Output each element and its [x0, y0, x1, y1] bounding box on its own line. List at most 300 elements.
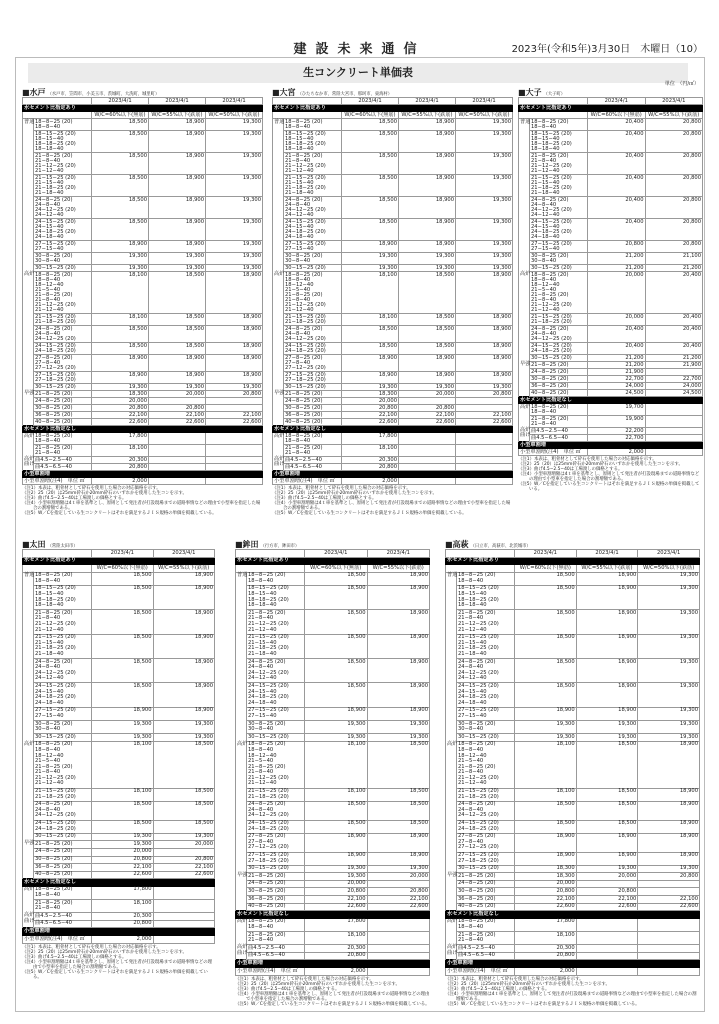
- table-row: [236, 788, 430, 801]
- price-cell: 20,800: [515, 888, 577, 896]
- price-cell: 18,900: [456, 343, 513, 355]
- mix-spec: 40−8−25 (20): [34, 871, 92, 879]
- table-row: [519, 355, 703, 362]
- price-cell: 18,500: [153, 801, 215, 820]
- price-cell: 17,800: [92, 433, 149, 445]
- price-cell: 19,300: [153, 833, 215, 841]
- table-row: [446, 932, 700, 945]
- mix-spec: 21−8−25 (20) 21−8−40: [284, 445, 342, 457]
- price-cell: 18,900: [638, 852, 700, 865]
- price-cell: 18,100: [92, 900, 154, 913]
- mix-spec: 18−8−25 (20) 18−8−40: [457, 572, 515, 585]
- table-row: [273, 391, 513, 398]
- mix-spec: 27−8−25 (20) 27−8−40 27−12−25 (20): [457, 833, 515, 852]
- table-row: [23, 820, 215, 833]
- table-row: [23, 856, 215, 864]
- price-cell: 20,000: [515, 880, 577, 888]
- note: （注3）曲げ4.5−2.5−40は工場渡しの価格とする。: [22, 954, 127, 960]
- mix-spec: 24−8−25 (20) 24−8−40 24−12−25 (20): [284, 326, 342, 343]
- section-bar: [236, 911, 430, 919]
- price-cell: 20,400: [588, 153, 646, 175]
- region-areas: （大子町）: [543, 92, 566, 97]
- price-cell: 20,400: [588, 326, 646, 343]
- price-cell: 19,300: [638, 721, 700, 734]
- table-row: [519, 383, 703, 390]
- cement-type: 早強: [236, 873, 247, 911]
- price-cell: 18,500: [153, 741, 215, 788]
- price-cell: 18,500: [515, 634, 577, 658]
- table-row: [23, 343, 263, 355]
- mix-spec: 18−15−25 (20) 18−15−40 18−18−25 (20) 18−18−40: [247, 585, 305, 609]
- price-cell: 18,100: [515, 788, 577, 801]
- price-cell: 22,100: [305, 896, 368, 904]
- price-cell: 18,500: [399, 272, 456, 314]
- table-row: [519, 175, 703, 197]
- region-table: [22, 540, 215, 980]
- price-cell: 2,000: [92, 936, 154, 944]
- price-cell: 20,400: [588, 119, 646, 131]
- price-cell: 18,900: [92, 355, 149, 372]
- mix-spec: 18−15−25 (20) 18−15−40 18−18−25 (20) 18−18−40: [530, 131, 588, 153]
- price-cell: 20,400: [588, 131, 646, 153]
- mix-spec: 36−8−25 (20): [247, 896, 305, 904]
- mix-spec: 40−8−25 (20): [247, 903, 305, 911]
- price-cell: 20,000: [305, 880, 368, 888]
- wc-header: W/C=55%以下(鉄筋): [153, 565, 215, 573]
- section-bar: [446, 960, 700, 968]
- mix-spec: 30−15−25 (20): [530, 355, 588, 362]
- mix-spec: 24−15−25 (20) 24−15−40 24−18−25 (20) 24−18−40: [247, 683, 305, 707]
- region-name: ■大子: [518, 88, 542, 97]
- table-row: [273, 119, 513, 131]
- mix-spec: 24−8−25 (20): [247, 880, 305, 888]
- blank-cell: [576, 968, 638, 976]
- price-cell: 20,400: [645, 314, 703, 326]
- mix-spec: 30−8−25 (20): [247, 888, 305, 896]
- table-row: [23, 419, 263, 426]
- price-cell: 22,600: [399, 419, 456, 426]
- region-table: [272, 88, 513, 516]
- cement-type: 普通: [23, 572, 34, 741]
- price-cell: 22,700: [645, 376, 703, 383]
- section-label: 小型車割増: [23, 928, 215, 936]
- price-cell: 18,500: [92, 219, 149, 241]
- table-row: [519, 241, 703, 253]
- note: （注5）W／Cを指定している生コンクリートはそれを満足するＪＩＳ規格の単価を掲載している。: [22, 969, 208, 980]
- price-cell: 20,800: [515, 952, 577, 960]
- table-row: [273, 384, 513, 391]
- price-cell: 18,900: [399, 372, 456, 384]
- small-truck-label: 小型車割増(注4) 単位 ㎥: [23, 478, 92, 485]
- price-cell: 18,500: [342, 153, 399, 175]
- note: （注2）25（20）は25mm砕石か20mm砕石のいずれかを使用した生コンを示す。: [22, 491, 187, 496]
- table-row: [236, 952, 430, 960]
- table-row: [23, 572, 215, 585]
- price-cell: 22,700: [588, 376, 646, 383]
- price-cell: 19,300: [456, 175, 513, 197]
- price-cell: 19,300: [206, 241, 263, 253]
- blank-cell: [206, 478, 263, 485]
- cement-type: 高炉 曲げ: [273, 457, 284, 471]
- table-row: [446, 833, 700, 852]
- price-cell: 19,300: [92, 734, 154, 742]
- mix-spec: 36−8−25 (20): [34, 864, 92, 872]
- price-cell: 21,200: [588, 355, 646, 362]
- price-cell: 18,300: [342, 391, 399, 398]
- table-row: [236, 888, 430, 896]
- wc-row: [23, 565, 215, 573]
- price-cell: 22,600: [342, 419, 399, 426]
- price-cell: 18,900: [399, 219, 456, 241]
- table-row: [446, 683, 700, 707]
- price-table: [272, 97, 513, 485]
- small-truck-label: 小型車割増(注4) 単位 ㎥: [519, 449, 588, 456]
- price-cell: 18,900: [305, 833, 368, 852]
- region-title: [22, 540, 215, 549]
- price-cell: 18,100: [305, 741, 368, 788]
- table-row: [23, 886, 215, 899]
- table-row: [236, 610, 430, 634]
- note: （注1）本表は、粗骨材として砕石を使用した場合の対応価格を示す。: [518, 457, 657, 462]
- mix-spec: 21−15−25 (20) 21−15−40 21−18−25 (20) 21−18−40: [457, 634, 515, 658]
- price-cell: 18,500: [305, 634, 368, 658]
- table-row: [236, 896, 430, 904]
- mix-spec: 24−15−25 (20) 24−18−25 (20): [530, 343, 588, 355]
- table-row: [273, 197, 513, 219]
- date-header: 2023/4/1: [576, 550, 638, 558]
- price-cell: 18,900: [342, 372, 399, 384]
- price-cell: 18,900: [149, 175, 206, 197]
- mix-spec: 18−8−25 (20) 18−8−40 18−12−40 21−5−40 21−8−25 (20) 21−8−40 21−12−25 (20) 21−12−40: [247, 741, 305, 788]
- mix-spec: 18−8−25 (20) 18−8−40: [284, 119, 342, 131]
- price-cell: 20,800: [645, 241, 703, 253]
- price-cell: 18,500: [576, 820, 638, 833]
- price-cell: 18,500: [92, 634, 154, 658]
- blank-cell: [273, 112, 342, 119]
- price-cell: 18,900: [92, 241, 149, 253]
- table-row: [23, 848, 215, 856]
- price-cell: 18,500: [342, 131, 399, 153]
- price-cell: [367, 880, 430, 888]
- price-cell: 19,300: [456, 265, 513, 272]
- price-cell: 22,600: [576, 903, 638, 911]
- price-cell: 22,100: [399, 412, 456, 419]
- price-cell: 22,600: [305, 903, 368, 911]
- section-bar: [23, 426, 263, 433]
- notes: [518, 457, 703, 492]
- mix-spec: 24−8−25 (20) 24−8−40 24−12−25 (20): [34, 801, 92, 820]
- table-row: [519, 326, 703, 343]
- table-row: [519, 131, 703, 153]
- note: （注5）W／Cを指定している生コンクリートはそれを満足するＪＩＳ規格の単価を掲載している。: [235, 1001, 430, 1007]
- price-cell: 20,800: [645, 175, 703, 197]
- table-row: [446, 585, 700, 609]
- wc-header: W/C=55%以下(鉄筋): [149, 112, 206, 119]
- price-cell: 18,100: [515, 932, 577, 945]
- price-cell: 18,500: [305, 683, 368, 707]
- mix-spec: 18−8−25 (20) 18−8−40: [34, 886, 92, 899]
- price-cell: 18,900: [367, 659, 430, 683]
- section-bar: [273, 471, 513, 478]
- price-cell: 18,500: [367, 801, 430, 820]
- price-cell: [149, 464, 206, 471]
- note: （注2）25（20）は25mm砕石か20mm砕石のいずれかを使用した生コンを示す。: [445, 981, 610, 987]
- table-row: [446, 741, 700, 788]
- price-table: [235, 549, 430, 976]
- table-row: [23, 900, 215, 913]
- price-cell: [206, 398, 263, 405]
- mix-spec: 曲4.5−2.5−40: [284, 457, 342, 464]
- price-cell: 18,500: [92, 153, 149, 175]
- mix-spec: 18−8−25 (20) 18−8−40: [530, 404, 588, 416]
- mix-spec: 21−8−25 (20) 21−8−40: [457, 932, 515, 945]
- mix-spec: 30−15−25 (20): [457, 865, 515, 873]
- table-row: [273, 398, 513, 405]
- note: （注3）曲げ4.5−2.5−40は工場渡しの価格とする。: [445, 986, 550, 992]
- table-row: [446, 918, 700, 931]
- price-cell: 18,500: [92, 610, 154, 634]
- price-cell: 20,800: [149, 405, 206, 412]
- price-cell: 19,300: [456, 384, 513, 391]
- price-cell: 22,100: [342, 412, 399, 419]
- price-cell: 20,800: [342, 464, 399, 471]
- mix-spec: 30−15−25 (20): [34, 265, 92, 272]
- price-cell: [149, 433, 206, 445]
- price-cell: 20,800: [342, 405, 399, 412]
- table-row: [273, 153, 513, 175]
- price-cell: 18,500: [305, 801, 368, 820]
- price-cell: 18,500: [576, 788, 638, 801]
- section-label: 水セメント比指定あり: [446, 557, 700, 565]
- price-cell: [456, 464, 513, 471]
- price-cell: 19,300: [515, 734, 577, 742]
- price-cell: 18,900: [153, 707, 215, 720]
- price-cell: 2,000: [515, 968, 577, 976]
- date-header: 2023/4/1: [645, 98, 703, 105]
- mix-spec: 21−8−25 (20) 21−8−40 21−12−25 (20) 21−12−40: [34, 153, 92, 175]
- mix-spec: 40−8−25 (20): [34, 419, 92, 426]
- wc-row: [23, 112, 263, 119]
- price-cell: 18,500: [342, 343, 399, 355]
- table-row: [273, 464, 513, 471]
- mix-spec: 30−15−25 (20): [247, 865, 305, 873]
- mix-spec: 36−8−25 (20): [530, 383, 588, 390]
- price-cell: 20,000: [153, 841, 215, 849]
- price-cell: 22,100: [638, 896, 700, 904]
- price-cell: 18,500: [149, 272, 206, 314]
- mix-spec: 30−8−25 (20) 30−8−40: [34, 721, 92, 734]
- table-row: [23, 119, 263, 131]
- mix-spec: 21−15−25 (20) 21−18−25 (20): [284, 314, 342, 326]
- table-row: [273, 445, 513, 457]
- section-label: 小型車割増: [273, 471, 513, 478]
- cement-type: 高炉: [273, 272, 284, 391]
- note: （注4）小型車割増額は4ｔ車を基準とし、原則として発注者が打設現場までの道路事情などの理由で小型車を指定した場合の割増額である。: [22, 501, 261, 511]
- price-cell: 18,500: [342, 119, 399, 131]
- mix-spec: 27−15−25 (20) 27−18−25 (20): [34, 372, 92, 384]
- price-cell: 18,900: [153, 683, 215, 707]
- date-row: [446, 550, 700, 558]
- price-cell: 20,000: [92, 398, 149, 405]
- price-cell: 20,400: [645, 343, 703, 355]
- table-row: [446, 968, 700, 976]
- wc-header: W/C=55%以下(鉄筋): [367, 565, 430, 573]
- note: （注1）本表は、粗骨材として砕石を使用した場合の対応価格を示す。: [22, 486, 161, 491]
- blank-cell: [645, 449, 703, 456]
- blank-cell: [273, 98, 342, 105]
- blank-cell: [153, 936, 215, 944]
- mix-spec: 30−8−25 (20): [34, 405, 92, 412]
- price-cell: 19,300: [153, 721, 215, 734]
- note: （注3）曲げ4.5−2.5−40は工場渡しの価格とする。: [22, 496, 127, 501]
- price-cell: 20,800: [92, 856, 154, 864]
- blank-cell: [367, 968, 430, 976]
- wc-header: W/C=60%以下(無筋): [515, 565, 577, 573]
- price-cell: 19,300: [576, 734, 638, 742]
- price-cell: 18,500: [153, 788, 215, 801]
- table-row: [23, 610, 215, 634]
- table-row: [23, 175, 263, 197]
- date-header: 2023/4/1: [456, 98, 513, 105]
- table-row: [519, 314, 703, 326]
- table-row: [23, 326, 263, 343]
- price-cell: 22,100: [153, 864, 215, 872]
- mix-spec: 24−15−25 (20) 24−15−40 24−18−25 (20) 24−18−40: [34, 683, 92, 707]
- price-cell: 18,500: [92, 197, 149, 219]
- cement-type: 高炉 曲げ: [23, 913, 34, 928]
- price-cell: 22,600: [367, 903, 430, 911]
- mix-spec: 21−15−25 (20) 21−18−25 (20): [34, 788, 92, 801]
- price-cell: 19,300: [342, 253, 399, 265]
- price-cell: 18,900: [149, 355, 206, 372]
- price-cell: [399, 433, 456, 445]
- table-row: [446, 801, 700, 820]
- table-row: [519, 272, 703, 314]
- price-cell: 18,100: [515, 741, 577, 788]
- table-row: [446, 852, 700, 865]
- table-row: [236, 801, 430, 820]
- mix-spec: 27−15−25 (20) 27−15−40: [284, 241, 342, 253]
- price-cell: 17,800: [342, 433, 399, 445]
- mix-spec: 24−8−25 (20) 24−8−40 24−12−25 (20) 24−12−40: [457, 659, 515, 683]
- mix-spec: 21−8−25 (20) 21−8−40: [34, 445, 92, 457]
- price-cell: 2,000: [305, 968, 368, 976]
- section-label: 水セメント比指定なし: [446, 911, 700, 919]
- price-cell: 18,500: [92, 801, 154, 820]
- price-cell: [206, 405, 263, 412]
- date-header: 2023/4/1: [206, 98, 263, 105]
- price-cell: [153, 848, 215, 856]
- price-cell: 18,900: [399, 241, 456, 253]
- table-row: [23, 355, 263, 372]
- price-cell: 19,300: [206, 253, 263, 265]
- price-cell: 18,500: [399, 314, 456, 326]
- price-cell: 18,900: [399, 131, 456, 153]
- table-row: [236, 852, 430, 865]
- table-row: [519, 343, 703, 355]
- mix-spec: 30−8−25 (20): [34, 856, 92, 864]
- region-name: ■鉾田: [235, 540, 259, 549]
- price-cell: 19,300: [92, 721, 154, 734]
- price-cell: 18,900: [206, 372, 263, 384]
- date-row: [23, 98, 263, 105]
- price-cell: 20,800: [576, 888, 638, 896]
- region-title: [518, 88, 703, 97]
- price-cell: 18,900: [367, 707, 430, 720]
- cement-type: 高炉 曲げ: [519, 428, 530, 442]
- cement-type: 早強: [23, 841, 34, 879]
- region-name: ■大宮: [272, 88, 296, 97]
- wc-header: W/C=55%以下(鉄筋): [645, 112, 703, 119]
- mix-spec: 18−8−25 (20) 18−8−40 18−12−40 21−5−40 21−8−25 (20) 21−8−40 21−12−25 (20) 21−12−40: [457, 741, 515, 788]
- mix-spec: 24−8−25 (20) 24−8−40 24−12−25 (20): [34, 326, 92, 343]
- price-cell: 18,900: [92, 707, 154, 720]
- price-cell: [153, 900, 215, 913]
- table-row: [236, 833, 430, 852]
- price-cell: 19,300: [305, 873, 368, 881]
- price-cell: [367, 945, 430, 953]
- table-row: [23, 864, 215, 872]
- table-row: [446, 865, 700, 873]
- price-cell: 19,300: [515, 721, 577, 734]
- mix-spec: 18−8−25 (20) 18−8−40: [34, 433, 92, 445]
- price-cell: 18,900: [153, 659, 215, 683]
- price-cell: [149, 457, 206, 464]
- table-row: [23, 478, 263, 485]
- blank-cell: [456, 478, 513, 485]
- price-cell: 19,300: [638, 659, 700, 683]
- price-cell: 18,900: [515, 833, 577, 852]
- price-cell: 20,000: [342, 398, 399, 405]
- table-row: [236, 880, 430, 888]
- mix-spec: 24−15−25 (20) 24−18−25 (20): [247, 820, 305, 833]
- mix-spec: 18−8−25 (20) 18−8−40: [247, 572, 305, 585]
- price-cell: 18,900: [576, 659, 638, 683]
- price-cell: 18,900: [367, 585, 430, 609]
- price-cell: 18,900: [638, 741, 700, 788]
- mix-spec: 30−8−25 (20): [284, 405, 342, 412]
- price-cell: 18,900: [515, 852, 577, 865]
- price-cell: 20,000: [588, 314, 646, 326]
- price-cell: 18,300: [515, 873, 577, 881]
- price-cell: 18,900: [456, 355, 513, 372]
- price-cell: 19,300: [638, 634, 700, 658]
- region-table: [445, 540, 700, 1007]
- table-row: [446, 659, 700, 683]
- table-row: [23, 445, 263, 457]
- table-row: [23, 384, 263, 391]
- mix-spec: 21−15−25 (20) 21−15−40 21−18−25 (20) 21−18−40: [247, 634, 305, 658]
- table-row: [273, 314, 513, 326]
- mix-spec: 24−8−25 (20) 24−8−40 24−12−25 (20): [457, 801, 515, 820]
- table-row: [273, 219, 513, 241]
- price-cell: 18,500: [342, 175, 399, 197]
- table-row: [446, 820, 700, 833]
- table-row: [273, 265, 513, 272]
- price-cell: 20,800: [645, 131, 703, 153]
- price-cell: 18,500: [92, 326, 149, 343]
- notes: [22, 486, 263, 516]
- cement-type: 高炉: [236, 741, 247, 872]
- price-cell: 22,600: [206, 419, 263, 426]
- price-cell: 22,700: [588, 435, 646, 442]
- note: （注1）本表は、粗骨材として砕石を使用した場合の対応価格を示す。: [272, 486, 411, 491]
- wc-header: W/C=60%以下(無筋): [92, 112, 149, 119]
- table-row: [23, 372, 263, 384]
- note: （注4）小型車割増額は4ｔ車を基準とし、原則として発注者が打設現場までの道路事情などの理由で小型車を指定した場合の割増額である。: [272, 501, 511, 511]
- table-row: [446, 707, 700, 720]
- price-cell: 19,300: [638, 610, 700, 634]
